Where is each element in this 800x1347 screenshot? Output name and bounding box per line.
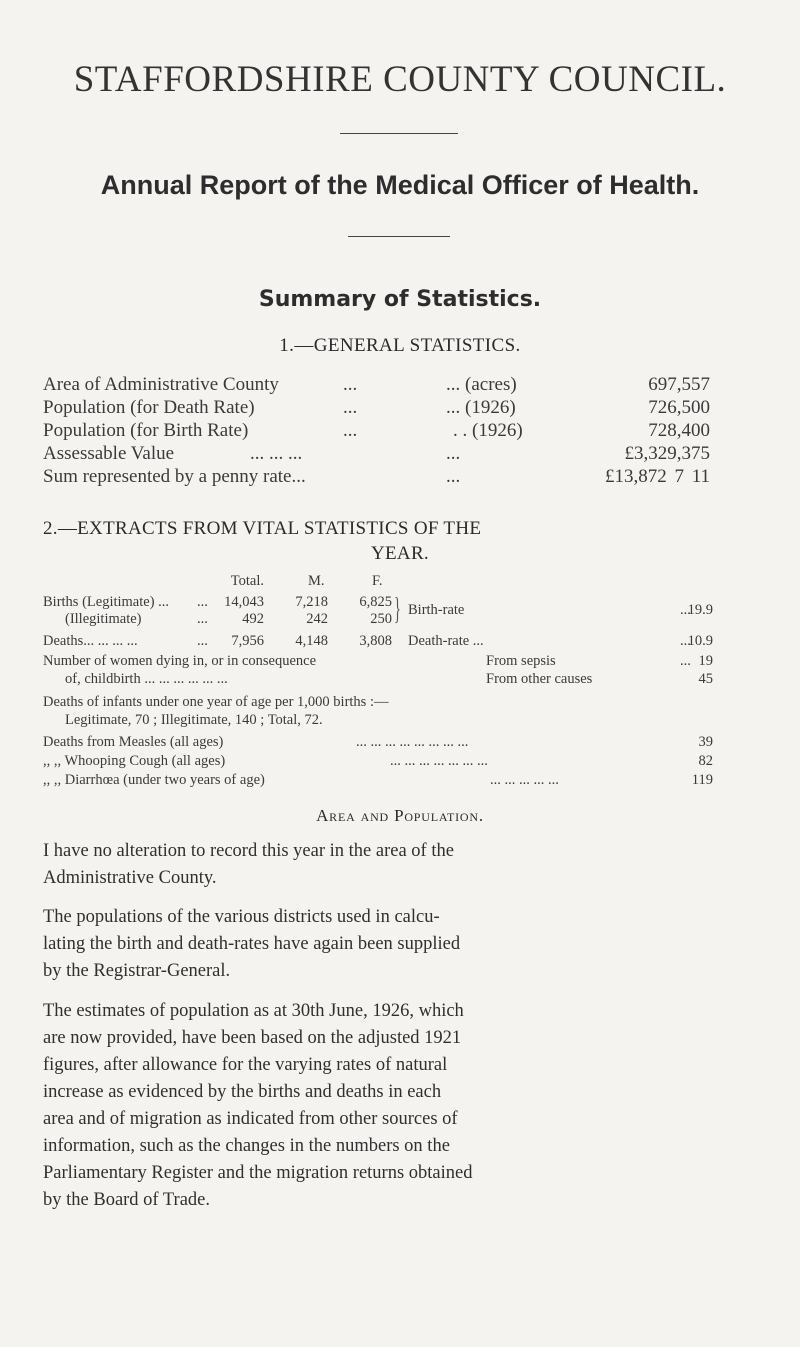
whooping-label: ,, ,, Whooping Cough (all ages) <box>43 753 226 769</box>
area-population-heading: Area and Population. <box>316 806 484 825</box>
leader: ... <box>197 633 208 649</box>
col-header-total: Total. <box>230 573 264 589</box>
other-causes-value: 45 <box>698 671 713 687</box>
birth-rate-value: 19.9 <box>687 602 713 618</box>
brace-icon: } <box>394 590 401 626</box>
births-legit-label: Births (Legitimate) ... <box>43 594 170 610</box>
gs-row-value: £3,329,375 <box>624 443 710 464</box>
gs-row-value: £13,872 7 11 <box>604 466 710 487</box>
paragraph-line: by the Registrar-General. <box>43 961 231 981</box>
paragraph <box>43 998 763 1214</box>
gs-row-label: Area of Administrative County <box>43 374 279 395</box>
general-statistics-heading: 1.—GENERAL STATISTICS. <box>279 335 521 356</box>
birth-rate-label: Birth-rate <box>408 602 465 618</box>
vital-statistics-heading-cont: YEAR. <box>371 543 429 564</box>
vital-statistics-heading: 2.—EXTRACTS FROM VITAL STATISTICS OF THE <box>43 518 482 539</box>
gs-row-qualifier: ... (acres) <box>446 374 517 395</box>
paragraph-line: Parliamentary Register and the migration returns obtained <box>43 1163 473 1183</box>
report-title: Annual Report of the Medical Officer of Health. <box>100 170 700 200</box>
sepsis-value: 19 <box>698 653 713 669</box>
paragraph-line: The populations of the various districts used in calcu- <box>43 907 440 927</box>
leader: ... <box>680 653 691 669</box>
maternal-text-cont: of, childbirth ... ... ... ... ... ... <box>65 671 228 687</box>
gs-row-qualifier: . . (1926) <box>453 420 523 441</box>
paragraph <box>43 838 763 892</box>
infant-deaths-text: Deaths of infants under one year of age per 1,000 births :— <box>43 694 389 710</box>
gs-row-label: Population (for Birth Rate) <box>43 420 249 441</box>
paragraph <box>43 904 763 985</box>
gs-row-leader: ... <box>343 397 358 418</box>
leader: ... <box>680 602 691 618</box>
leader: ... ... ... ... ... <box>490 772 559 788</box>
paragraph-line: figures, after allowance for the varying rates of natural <box>43 1055 448 1075</box>
council-title: STAFFORDSHIRE COUNTY COUNCIL. <box>73 59 727 100</box>
paragraph-line: are now provided, have been based on the adjusted 1921 <box>43 1028 462 1048</box>
gs-row-value: 697,557 <box>648 374 710 395</box>
gs-row-label: Assessable Value <box>43 443 175 464</box>
paragraph-line: information, such as the changes in the numbers on the <box>43 1136 450 1156</box>
maternal-text: Number of women dying in, or in consequence <box>43 653 317 669</box>
col-header-f: F. <box>372 573 383 589</box>
deaths-total: 7,956 <box>231 633 264 649</box>
leader: ... <box>197 611 208 627</box>
paragraph-line: area and of migration as indicated from other sources of <box>43 1109 458 1129</box>
measles-value: 39 <box>698 734 713 750</box>
divider <box>348 236 450 237</box>
leader: ... ... ... ... ... ... ... ... <box>356 734 469 750</box>
gs-row-qualifier: ... (1926) <box>446 397 516 418</box>
col-header-m: M. <box>308 573 325 589</box>
deaths-label: Deaths... ... ... ... <box>43 633 138 649</box>
gs-row-qualifier: ... <box>446 443 461 464</box>
deaths-m: 4,148 <box>295 633 328 649</box>
paragraph-line: by the Board of Trade. <box>43 1190 210 1210</box>
gs-row-leader: ... <box>343 374 358 395</box>
births-legit-f: 6,825 <box>359 594 392 610</box>
measles-label: Deaths from Measles (all ages) <box>43 734 224 750</box>
sepsis-label: From sepsis <box>486 653 556 669</box>
divider <box>340 133 458 134</box>
paragraph-line: I have no alteration to record this year in the area of the <box>43 841 454 861</box>
births-legit-total: 14,043 <box>224 594 264 610</box>
paragraph-line: Administrative County. <box>43 868 217 888</box>
gs-row-label: Sum represented by a penny rate... <box>43 466 306 487</box>
births-legit-m: 7,218 <box>295 594 328 610</box>
gs-row-leader: ... <box>343 420 358 441</box>
leader: ... <box>680 633 691 649</box>
births-illegit-total: 492 <box>242 611 264 627</box>
paragraph-line: The estimates of population as at 30th June, 1926, which <box>43 1001 464 1021</box>
gs-row-leader: ... ... ... <box>250 443 303 464</box>
other-causes-label: From other causes <box>486 671 593 687</box>
births-illegit-label: (Illegitimate) <box>65 611 142 627</box>
leader: ... ... ... ... ... ... ... <box>390 753 488 769</box>
leader: ... <box>197 594 208 610</box>
gs-row-value: 728,400 <box>648 420 710 441</box>
deaths-f: 3,808 <box>359 633 392 649</box>
paragraph-line: lating the birth and death-rates have again been supplied <box>43 934 461 954</box>
births-illegit-m: 242 <box>306 611 328 627</box>
death-rate-label: Death-rate ... <box>408 633 484 649</box>
gs-row-label: Population (for Death Rate) <box>43 397 255 418</box>
diarrhoea-label: ,, ,, Diarrhœa (under two years of age) <box>43 772 265 788</box>
death-rate-value: 10.9 <box>687 633 713 649</box>
summary-title: Summary of Statistics. <box>258 287 542 312</box>
infant-deaths-rates: Legitimate, 70 ; Illegitimate, 140 ; Total, 72. <box>65 712 323 728</box>
gs-row-qualifier: ... <box>446 466 461 487</box>
paragraph-line: increase as evidenced by the births and deaths in each <box>43 1082 442 1102</box>
whooping-value: 82 <box>698 753 713 769</box>
diarrhoea-value: 119 <box>691 772 713 788</box>
births-illegit-f: 250 <box>370 611 392 627</box>
gs-row-value: 726,500 <box>648 397 710 418</box>
